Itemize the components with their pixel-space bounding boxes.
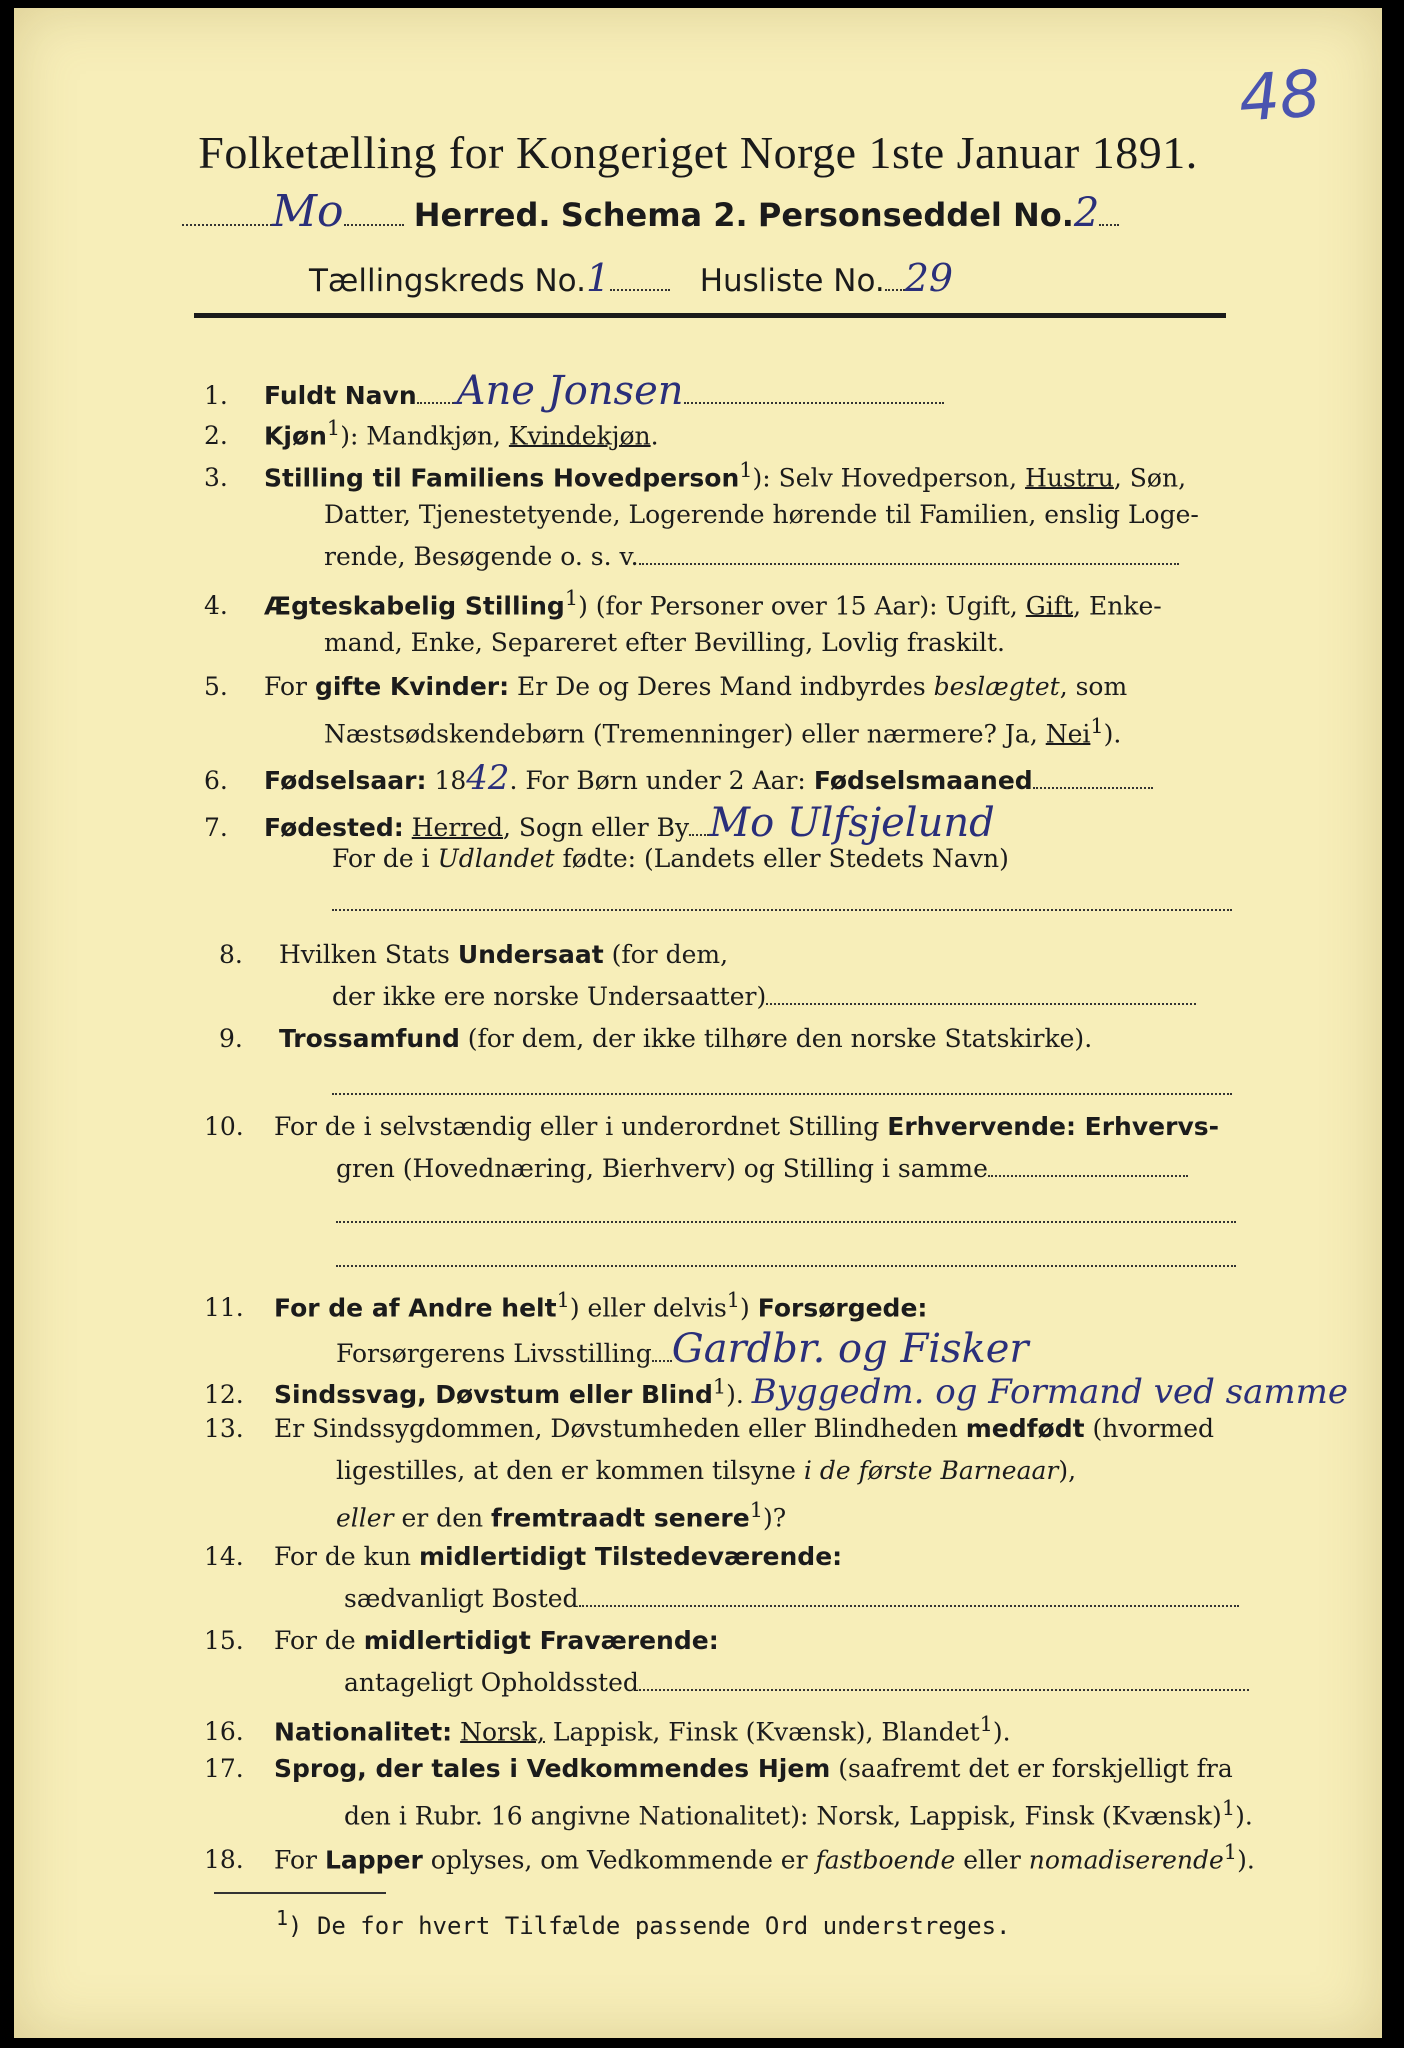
footnote-rule bbox=[214, 1892, 386, 1894]
q3-line2: Datter, Tjenestetyende, Logerende hørende til Familien, enslig Loge- bbox=[324, 500, 1199, 529]
q11-line2: Forsørgerens Livsstilling Gardbr. og Fisker bbox=[336, 1326, 1029, 1372]
q9-row: 9. Trossamfund (for dem, der ikke tilhøre den norske Statskirke). bbox=[219, 1024, 1093, 1053]
q14-line2: sædvanligt Bosted bbox=[344, 1584, 1239, 1613]
q15-line2: antageligt Opholdssted bbox=[344, 1668, 1249, 1697]
q6-value: 42 bbox=[466, 758, 510, 798]
q10-row: 10. For de i selvstændig eller i underordnet Stilling Erhvervende: Erhvervs- bbox=[204, 1112, 1219, 1141]
q9-blank-line bbox=[332, 1072, 1232, 1101]
q7-row: 7. Fødested: Herred, Sogn eller By Mo Ulfsjelund bbox=[204, 800, 995, 846]
q5-selected: Nei bbox=[1045, 719, 1091, 749]
personseddel-label: Personseddel No. bbox=[757, 196, 1074, 234]
q11-value: Gardbr. og Fisker bbox=[671, 1326, 1029, 1372]
q17-row: 17. Sprog, der tales i Vedkommendes Hjem (saafremt det er forskjelligt fra bbox=[204, 1754, 1233, 1783]
herred-value: Mo bbox=[272, 186, 344, 237]
herred-label: Herred. bbox=[413, 196, 551, 234]
q8-row: 8. Hvilken Stats Undersaat (for dem, bbox=[219, 940, 729, 969]
page-number: 48 bbox=[1236, 57, 1323, 137]
q7-line2: For de i Udlandet fødte: (Landets eller Stedets Navn) bbox=[332, 844, 1009, 873]
q2-selected: Kvindekjøn bbox=[508, 421, 651, 451]
taellingskreds-value: 1 bbox=[585, 256, 611, 300]
q13-row: 13. Er Sindssygdommen, Døvstumheden eller Blindheden medfødt (hvormed bbox=[204, 1414, 1214, 1443]
taellingskreds-label: Tællingskreds No. bbox=[309, 263, 586, 299]
header-rule bbox=[194, 313, 1226, 318]
personseddel-value: 2 bbox=[1073, 190, 1100, 236]
q3-line3: rende, Besøgende o. s. v. bbox=[324, 542, 1179, 571]
q2-row: 2. Kjøn$^1$): Mandkjøn, Kvindekjøn. bbox=[204, 416, 659, 451]
form-title: Folketælling for Kongeriget Norge 1ste Januar 1891. bbox=[198, 127, 1198, 178]
q10-blank-2 bbox=[336, 1244, 1236, 1273]
q7-blank-line bbox=[332, 888, 1232, 917]
census-form bbox=[14, 8, 1382, 2038]
herred-line bbox=[182, 186, 1119, 237]
q3-row: 3. Stilling til Familiens Hovedperson$^1$): Selv Hovedperson, Hustru, Søn, bbox=[204, 458, 1187, 493]
q10-line2: gren (Hovednæring, Bierhverv) og Stilling i samme bbox=[336, 1154, 1188, 1183]
q5-line2: Næstsødskendebørn (Tremenninger) eller nærmere? Ja, Nei$^1$). bbox=[324, 714, 1122, 749]
husliste-value: 29 bbox=[904, 256, 954, 300]
q11-row: 11. For de af Andre helt$^1$) eller delvis$^1$) Forsørgede: bbox=[204, 1288, 928, 1323]
q12-row: 12. Sindssvag, Døvstum eller Blind$^1$). Byggedm. og Formand ved samme bbox=[204, 1372, 1348, 1412]
q14-row: 14. For de kun midlertidigt Tilstedeværende: bbox=[204, 1542, 843, 1571]
q12-value: Byggedm. og Formand ved samme bbox=[751, 1372, 1348, 1412]
q7-value: Mo Ulfsjelund bbox=[709, 800, 995, 846]
schema-label: Schema 2. bbox=[560, 196, 748, 234]
q3-selected: Hustru bbox=[1025, 463, 1114, 493]
q18-row: 18. For Lapper oplyses, om Vedkommende er fastboende eller nomadiserende$^1$). bbox=[204, 1840, 1255, 1875]
husliste-label: Husliste No. bbox=[699, 263, 885, 299]
q4-row: 4. Ægteskabelig Stilling$^1$) (for Personer over 15 Aar): Ugift, Gift, Enke- bbox=[204, 586, 1162, 621]
q15-row: 15. For de midlertidigt Fraværende: bbox=[204, 1626, 719, 1655]
q8-line2: der ikke ere norske Undersaatter) bbox=[332, 982, 1196, 1011]
q1-label: Fuldt Navn bbox=[264, 381, 417, 410]
taellingskreds-line bbox=[309, 256, 953, 300]
q13-line3: eller er den fremtraadt senere$^1$)? bbox=[336, 1498, 787, 1533]
q17-line2: den i Rubr. 16 angivne Nationalitet): Norsk, Lappisk, Finsk (Kvænsk)$^1$). bbox=[344, 1796, 1253, 1831]
q1-value: Ane Jonsen bbox=[456, 368, 684, 414]
q4-line2: mand, Enke, Separeret efter Bevilling, Lovlig fraskilt. bbox=[324, 628, 1005, 657]
footnote: $^1$) De for hvert Tilfælde passende Ord understreges. bbox=[276, 1906, 1011, 1940]
q1-row: 1. Fuldt Navn Ane Jonsen bbox=[204, 368, 944, 414]
q10-blank-1 bbox=[336, 1200, 1236, 1229]
q13-line2: ligestilles, at den er kommen tilsyne i de første Barneaar), bbox=[336, 1456, 1077, 1485]
q5-row: 5. For gifte Kvinder: Er De og Deres Mand indbyrdes beslægtet, som bbox=[204, 672, 1128, 701]
q16-row: 16. Nationalitet: Norsk, Lappisk, Finsk (Kvænsk), Blandet$^1$). bbox=[204, 1712, 1011, 1747]
q6-row: 6. Fødselsaar: 1842. For Børn under 2 Aar: Fødselsmaaned bbox=[204, 758, 1153, 798]
q16-selected: Norsk, bbox=[460, 1717, 545, 1747]
q4-selected: Gift bbox=[1025, 591, 1074, 621]
